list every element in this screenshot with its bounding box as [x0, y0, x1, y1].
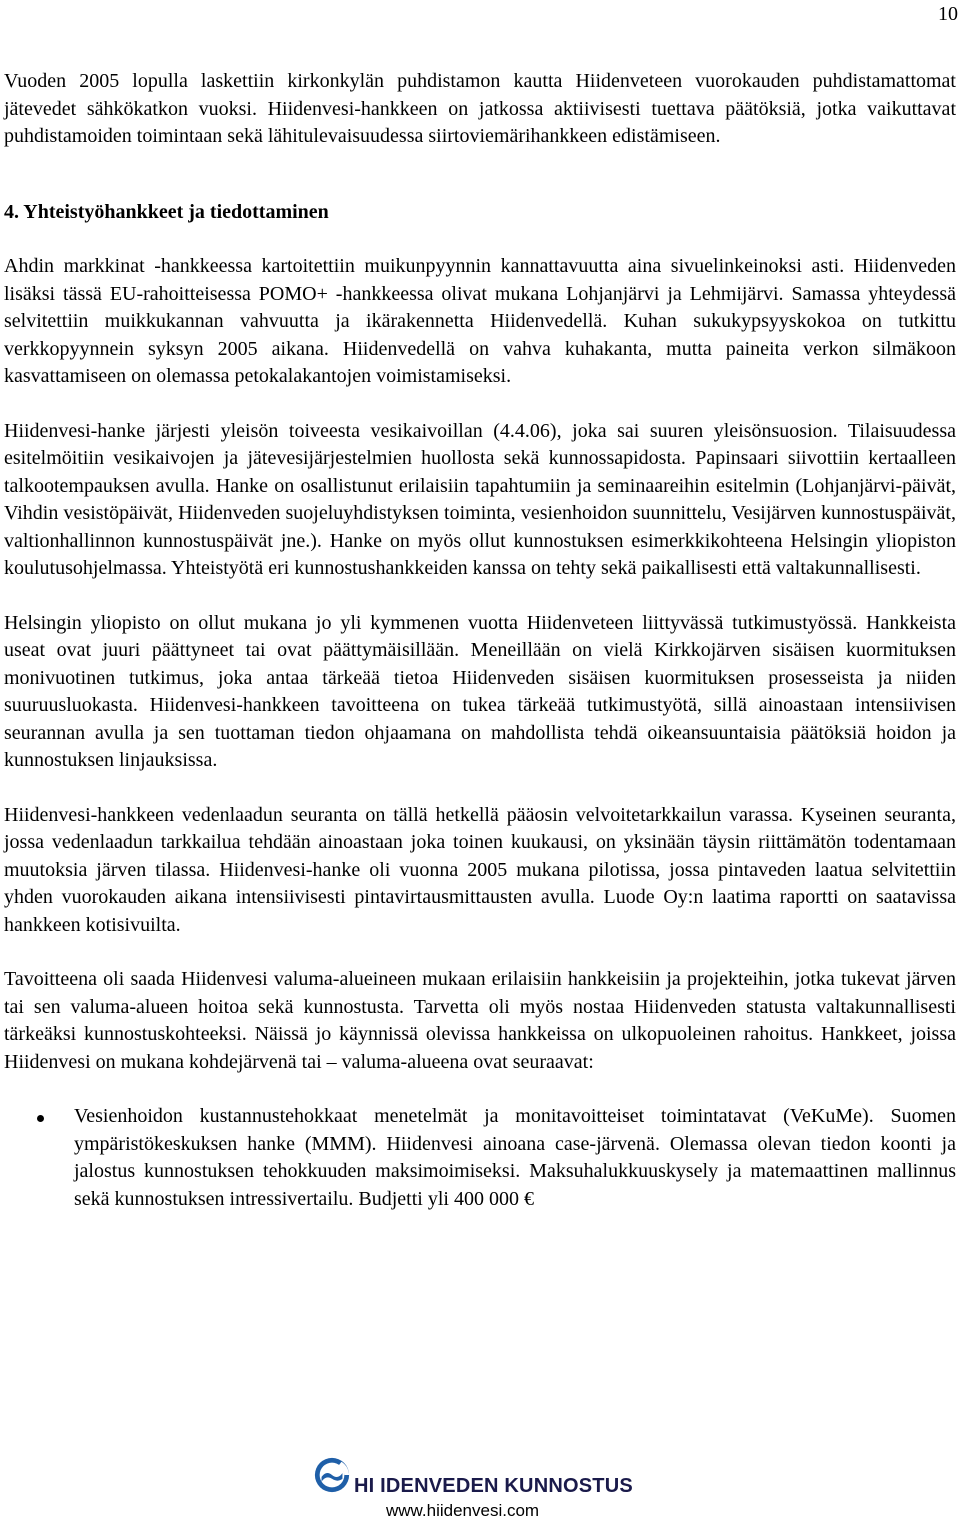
spacer — [4, 151, 956, 199]
spacer — [4, 226, 956, 253]
paragraph: Tavoitteena oli saada Hiidenvesi valuma-alueineen mukaan erilaisiin hankkeisiin ja projekteihin, jotka tukevat järven tai sen valuma-alueen hoitoa sekä kunnostusta. Tarvetta oli myös nostaa Hiidenveden statusta valtakunnallisesti tärkeäksi kunnostuskohteeksi. Näissä jo käynnissä olevissa hankkeissa on ulkopuoleinen rahoitus. Hankkeet, joissa Hiidenvesi on mukana kohdejärvenä tai – valuma-alueena ovat seuraavat: — [4, 968, 956, 1073]
hiidenvesi-logo-icon — [313, 1456, 351, 1494]
paragraph-intro: Vuoden 2005 lopulla laskettiin kirkonkylän puhdistamon kautta Hiidenveteen vuorokauden puhdistamattomat jätevedet sähkökatkon vuoksi. Hiidenvesi-hankkeen on jatkossa aktiivisesti tuettava päätöksiä, jotka vaikuttavat puhdistamoiden toimintaan sekä lähitulevaisuudessa siirtoviemärihankkeen edistämiseen. — [4, 70, 956, 147]
footer-brand: HI IDENVEDEN KUNNOSTUS — [354, 1475, 633, 1497]
paragraph: Helsingin yliopisto on ollut mukana jo yli kymmenen vuotta Hiidenveteen liittyvässä tutkimustyössä. Hankkeista useat ovat juuri päättyneet tai ovat päättymäisillään. Meneillään on vielä Kirkkojärven sisäisen kuormituksen monivuotinen tutkimus, joka antaa tärkeää tietoa Hiidenveden sisäisen kuormituksen prosesseista ja niiden suuruusluokasta. Hiidenvesi-hankkeen tavoitteena on tukea tärkeää tutkimustyötä, sillä ainoastaan intensiivisen seurannan avulla ja sen tuottaman tiedon ohjaamana on mahdollista tehdä oikeansuuntaisia päätöksiä hoidon ja kunnostuksen linjauksissa. — [4, 611, 956, 771]
bullet-list — [4, 1103, 956, 1213]
footer-url[interactable]: www.hiidenvesi.com — [386, 1501, 540, 1520]
paragraph: Ahdin markkinat -hankkeessa kartoitettiin muikunpyynnin kannattavuutta aina sivuelinkeinoksi asti. Hiidenveden lisäksi tässä EU-rahoitteisessa POMO+ -hankkeessa olivat mukana Lohjanjärvi ja Lehmijärvi. Samassa yhteydessä selvitettiin muikkukannan vahvuutta ja ikärakennetta Hiidenvedellä. Kuhan sukukypsyyskokoa on tutkittu verkkopyynnein syksyn 2005 aikana. Hiidenvedellä on vahva kuhakanta, mutta paineita verkon silmäkoon kasvattamiseen on olemassa petokalakantojen voimistamiseksi. — [4, 255, 956, 387]
spacer — [4, 939, 956, 966]
paragraph: Hiidenvesi-hanke järjesti yleisön toiveesta vesikaivoillan (4.4.06), joka sai suuren yleisönsuosion. Tilaisuudessa esitelmöitiin vesikaivojen ja jätevesijärjestelmien huollosta sekä kunnossapidosta. Papinsaari siivottiin kertaalleen talkootempauksen avulla. Hanke on osallistunut erilaisiin tapahtumiin ja seminaareihin esitelmin (Lohjanjärvi-päivät, Vihdin vesistöpäivät, Hiidenveden suojeluyhdistyksen toiminta, vesienhoidon suunnittelu, Vesijärven kunnostuspäivät, valtionhallinnon kunnostuspäivät jne.). Hanke on myös ollut kunnostuksen esimerkkikohteena Helsingin yliopiston koulutusohjelmassa. Yhteistyötä eri kunnostushankkeiden kanssa on tehty sekä paikallisesti että valtakunnallisesti. — [4, 419, 956, 579]
spacer — [4, 391, 956, 418]
bullet-icon — [37, 1115, 44, 1122]
page-number: 10 — [938, 3, 958, 25]
list-item — [4, 1103, 956, 1213]
paragraph: Hiidenvesi-hankkeen vedenlaadun seuranta on tällä hetkellä pääosin velvoitetarkkailun varassa. Kyseinen seuranta, jossa vedenlaadun tarkkailua tehdään ainoastaan joka toinen kuukausi, on yksinään täysin riittämätön todentamaan muutoksia järven tilassa. Hiidenvesi-hanke oli vuonna 2005 mukana pilotissa, jossa pintaveden laatua selvitettiin yhden vuorokauden aikana intensiivisesti pintavirtausmittausten avulla. Luode Oy:n laatima raportti on saatavissa hankkeen kotisivuilta. — [4, 803, 956, 936]
footer — [0, 1454, 960, 1524]
section-heading: 4. Yhteistyöhankkeet ja tiedottaminen — [4, 200, 329, 223]
document-body — [4, 68, 956, 1213]
spacer — [4, 775, 956, 802]
spacer — [4, 1076, 956, 1103]
list-item-text: Vesienhoidon kustannustehokkaat menetelmät ja monitavoitteiset toimintatavat (VeKuMe). Suomen ympäristökeskuksen hanke (MMM). Hiidenvesi ainoana case-järvenä. Olemassa olevan tiedon koonti ja jalostus kunnostuksen tehokkuuden maksimoimiseksi. Maksuhalukkuuskysely ja matemaattinen mallinnus sekä kunnostuksen intressivertailu. Budjetti yli 400 000 € — [74, 1105, 956, 1210]
spacer — [4, 583, 956, 610]
